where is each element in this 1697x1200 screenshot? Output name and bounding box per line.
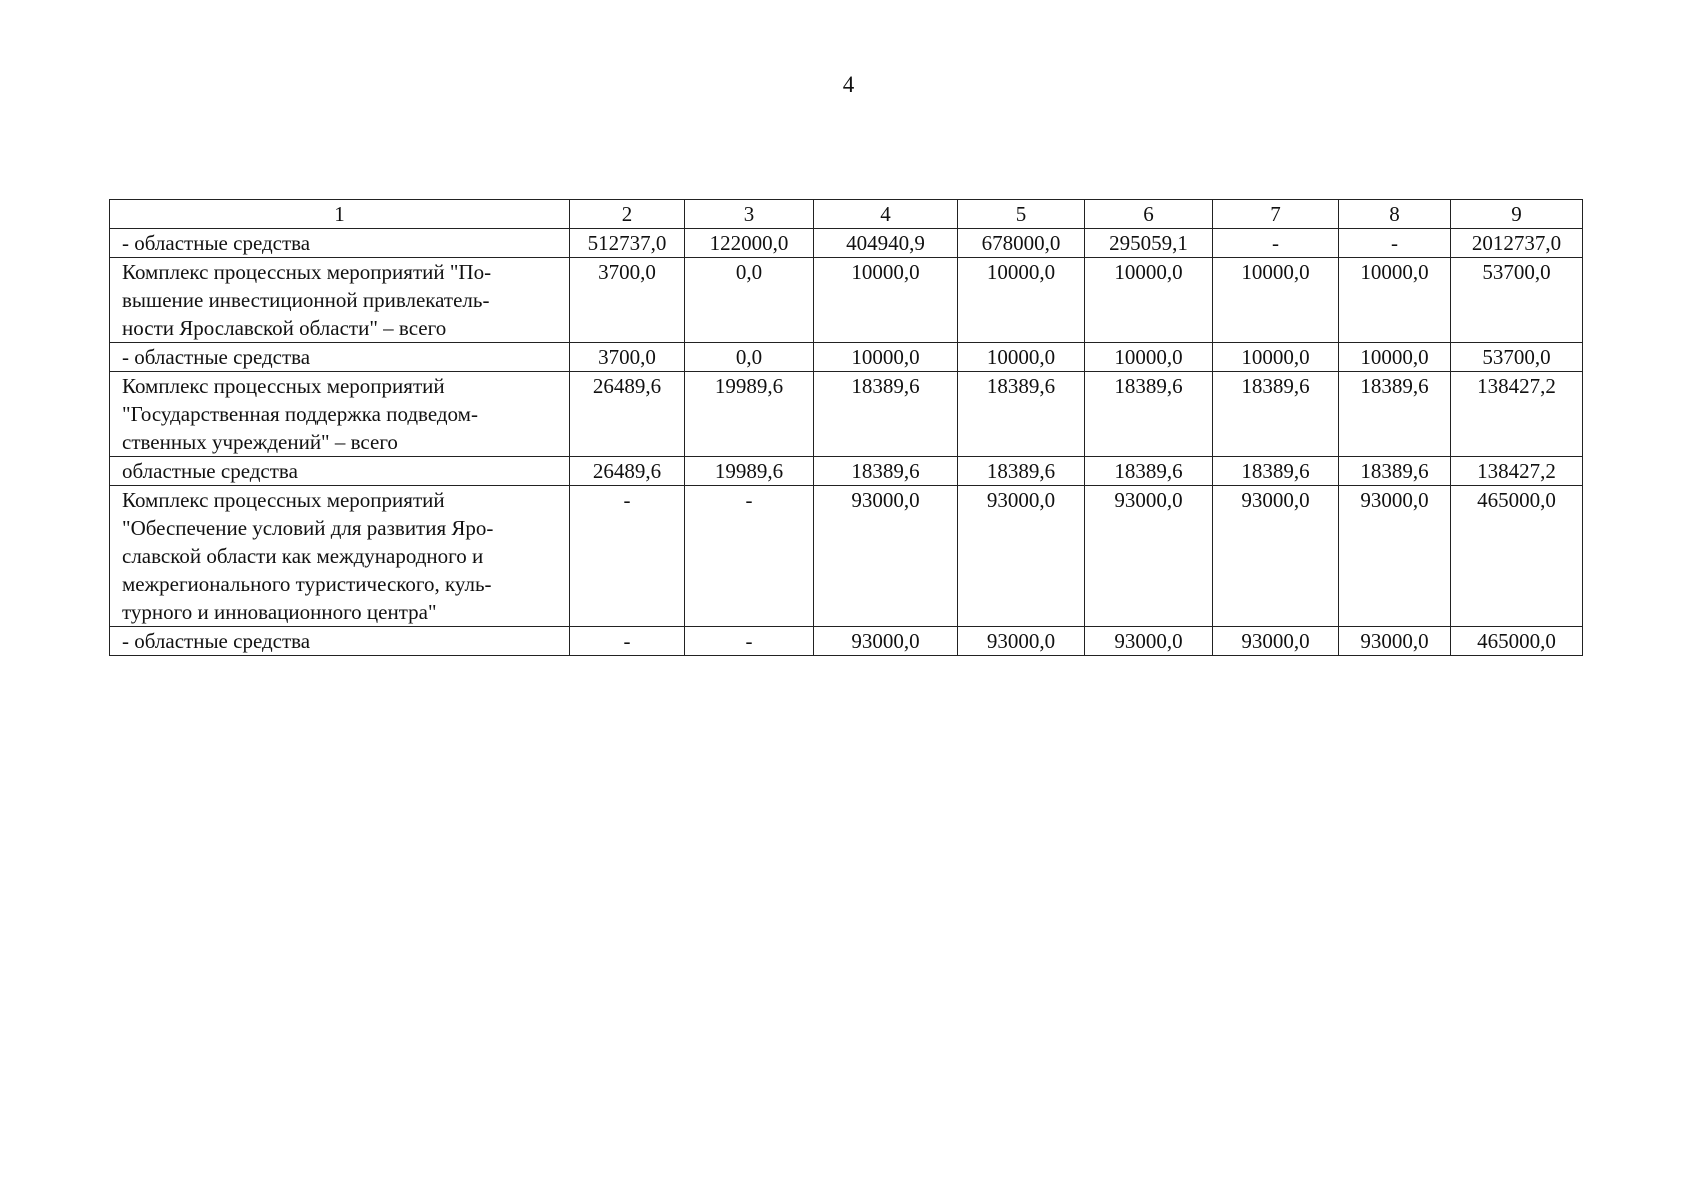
value-cell: 93000,0 bbox=[814, 627, 958, 656]
value-cell: 0,0 bbox=[685, 258, 814, 343]
value-cell: 93000,0 bbox=[1085, 627, 1213, 656]
table-row bbox=[110, 372, 1583, 457]
value-cell: 295059,1 bbox=[1085, 229, 1213, 258]
value-cell: 93000,0 bbox=[1085, 486, 1213, 627]
budget-table bbox=[109, 199, 1583, 656]
value-cell: 19989,6 bbox=[685, 372, 814, 457]
value-cell: - bbox=[685, 486, 814, 627]
value-cell: 19989,6 bbox=[685, 457, 814, 486]
header-cell: 9 bbox=[1451, 200, 1583, 229]
value-cell: - bbox=[1339, 229, 1451, 258]
value-cell: 18389,6 bbox=[1213, 457, 1339, 486]
value-cell: 3700,0 bbox=[570, 258, 685, 343]
header-cell: 7 bbox=[1213, 200, 1339, 229]
value-cell: 18389,6 bbox=[1085, 372, 1213, 457]
value-cell: 10000,0 bbox=[1339, 343, 1451, 372]
value-cell: 678000,0 bbox=[958, 229, 1085, 258]
table-header-row bbox=[110, 200, 1583, 229]
value-cell: 18389,6 bbox=[1339, 372, 1451, 457]
value-cell: 10000,0 bbox=[1339, 258, 1451, 343]
table-row bbox=[110, 343, 1583, 372]
value-cell: 93000,0 bbox=[1213, 486, 1339, 627]
row-label-cell: - областные средства bbox=[110, 229, 570, 258]
value-cell: 404940,9 bbox=[814, 229, 958, 258]
header-cell: 3 bbox=[685, 200, 814, 229]
value-cell: 18389,6 bbox=[814, 457, 958, 486]
value-cell: 138427,2 bbox=[1451, 372, 1583, 457]
page-number: 4 bbox=[842, 72, 855, 97]
value-cell: 93000,0 bbox=[814, 486, 958, 627]
row-label-cell: Комплекс процессных мероприятий "По- вышение инвестиционной привлекатель- ности Ярославской области" – всего bbox=[110, 258, 570, 343]
table-row bbox=[110, 457, 1583, 486]
value-cell: 18389,6 bbox=[814, 372, 958, 457]
value-cell: 93000,0 bbox=[958, 486, 1085, 627]
header-cell: 6 bbox=[1085, 200, 1213, 229]
value-cell: 10000,0 bbox=[1085, 343, 1213, 372]
value-cell: 93000,0 bbox=[958, 627, 1085, 656]
table-row bbox=[110, 486, 1583, 627]
value-cell: 10000,0 bbox=[958, 258, 1085, 343]
row-label-cell: Комплекс процессных мероприятий "Государственная поддержка подведом- ственных учреждений" – всего bbox=[110, 372, 570, 457]
value-cell: 465000,0 bbox=[1451, 627, 1583, 656]
value-cell: 18389,6 bbox=[1085, 457, 1213, 486]
table-row bbox=[110, 627, 1583, 656]
value-cell: 0,0 bbox=[685, 343, 814, 372]
header-cell: 2 bbox=[570, 200, 685, 229]
value-cell: 512737,0 bbox=[570, 229, 685, 258]
header-cell: 8 bbox=[1339, 200, 1451, 229]
value-cell: - bbox=[1213, 229, 1339, 258]
value-cell: 10000,0 bbox=[1085, 258, 1213, 343]
value-cell: 93000,0 bbox=[1213, 627, 1339, 656]
value-cell: 10000,0 bbox=[958, 343, 1085, 372]
value-cell: 465000,0 bbox=[1451, 486, 1583, 627]
header-cell: 1 bbox=[110, 200, 570, 229]
header-cell: 5 bbox=[958, 200, 1085, 229]
value-cell: - bbox=[570, 627, 685, 656]
value-cell: 18389,6 bbox=[958, 372, 1085, 457]
value-cell: 2012737,0 bbox=[1451, 229, 1583, 258]
row-label-cell: областные средства bbox=[110, 457, 570, 486]
value-cell: 53700,0 bbox=[1451, 258, 1583, 343]
value-cell: - bbox=[570, 486, 685, 627]
value-cell: 18389,6 bbox=[1213, 372, 1339, 457]
value-cell: 10000,0 bbox=[814, 258, 958, 343]
value-cell: 26489,6 bbox=[570, 457, 685, 486]
row-label-cell: - областные средства bbox=[110, 343, 570, 372]
value-cell: 10000,0 bbox=[1213, 258, 1339, 343]
row-label-cell: - областные средства bbox=[110, 627, 570, 656]
value-cell: 18389,6 bbox=[1339, 457, 1451, 486]
row-label-cell: Комплекс процессных мероприятий "Обеспечение условий для развития Яро- славской области как международного и межрегионального туристического, куль- турного и инновационного центра" bbox=[110, 486, 570, 627]
table-row bbox=[110, 229, 1583, 258]
value-cell: 18389,6 bbox=[958, 457, 1085, 486]
value-cell: 93000,0 bbox=[1339, 486, 1451, 627]
value-cell: 122000,0 bbox=[685, 229, 814, 258]
header-cell: 4 bbox=[814, 200, 958, 229]
value-cell: 138427,2 bbox=[1451, 457, 1583, 486]
value-cell: 26489,6 bbox=[570, 372, 685, 457]
value-cell: 10000,0 bbox=[814, 343, 958, 372]
value-cell: 53700,0 bbox=[1451, 343, 1583, 372]
value-cell: 3700,0 bbox=[570, 343, 685, 372]
value-cell: 10000,0 bbox=[1213, 343, 1339, 372]
value-cell: 93000,0 bbox=[1339, 627, 1451, 656]
value-cell: - bbox=[685, 627, 814, 656]
table-row bbox=[110, 258, 1583, 343]
